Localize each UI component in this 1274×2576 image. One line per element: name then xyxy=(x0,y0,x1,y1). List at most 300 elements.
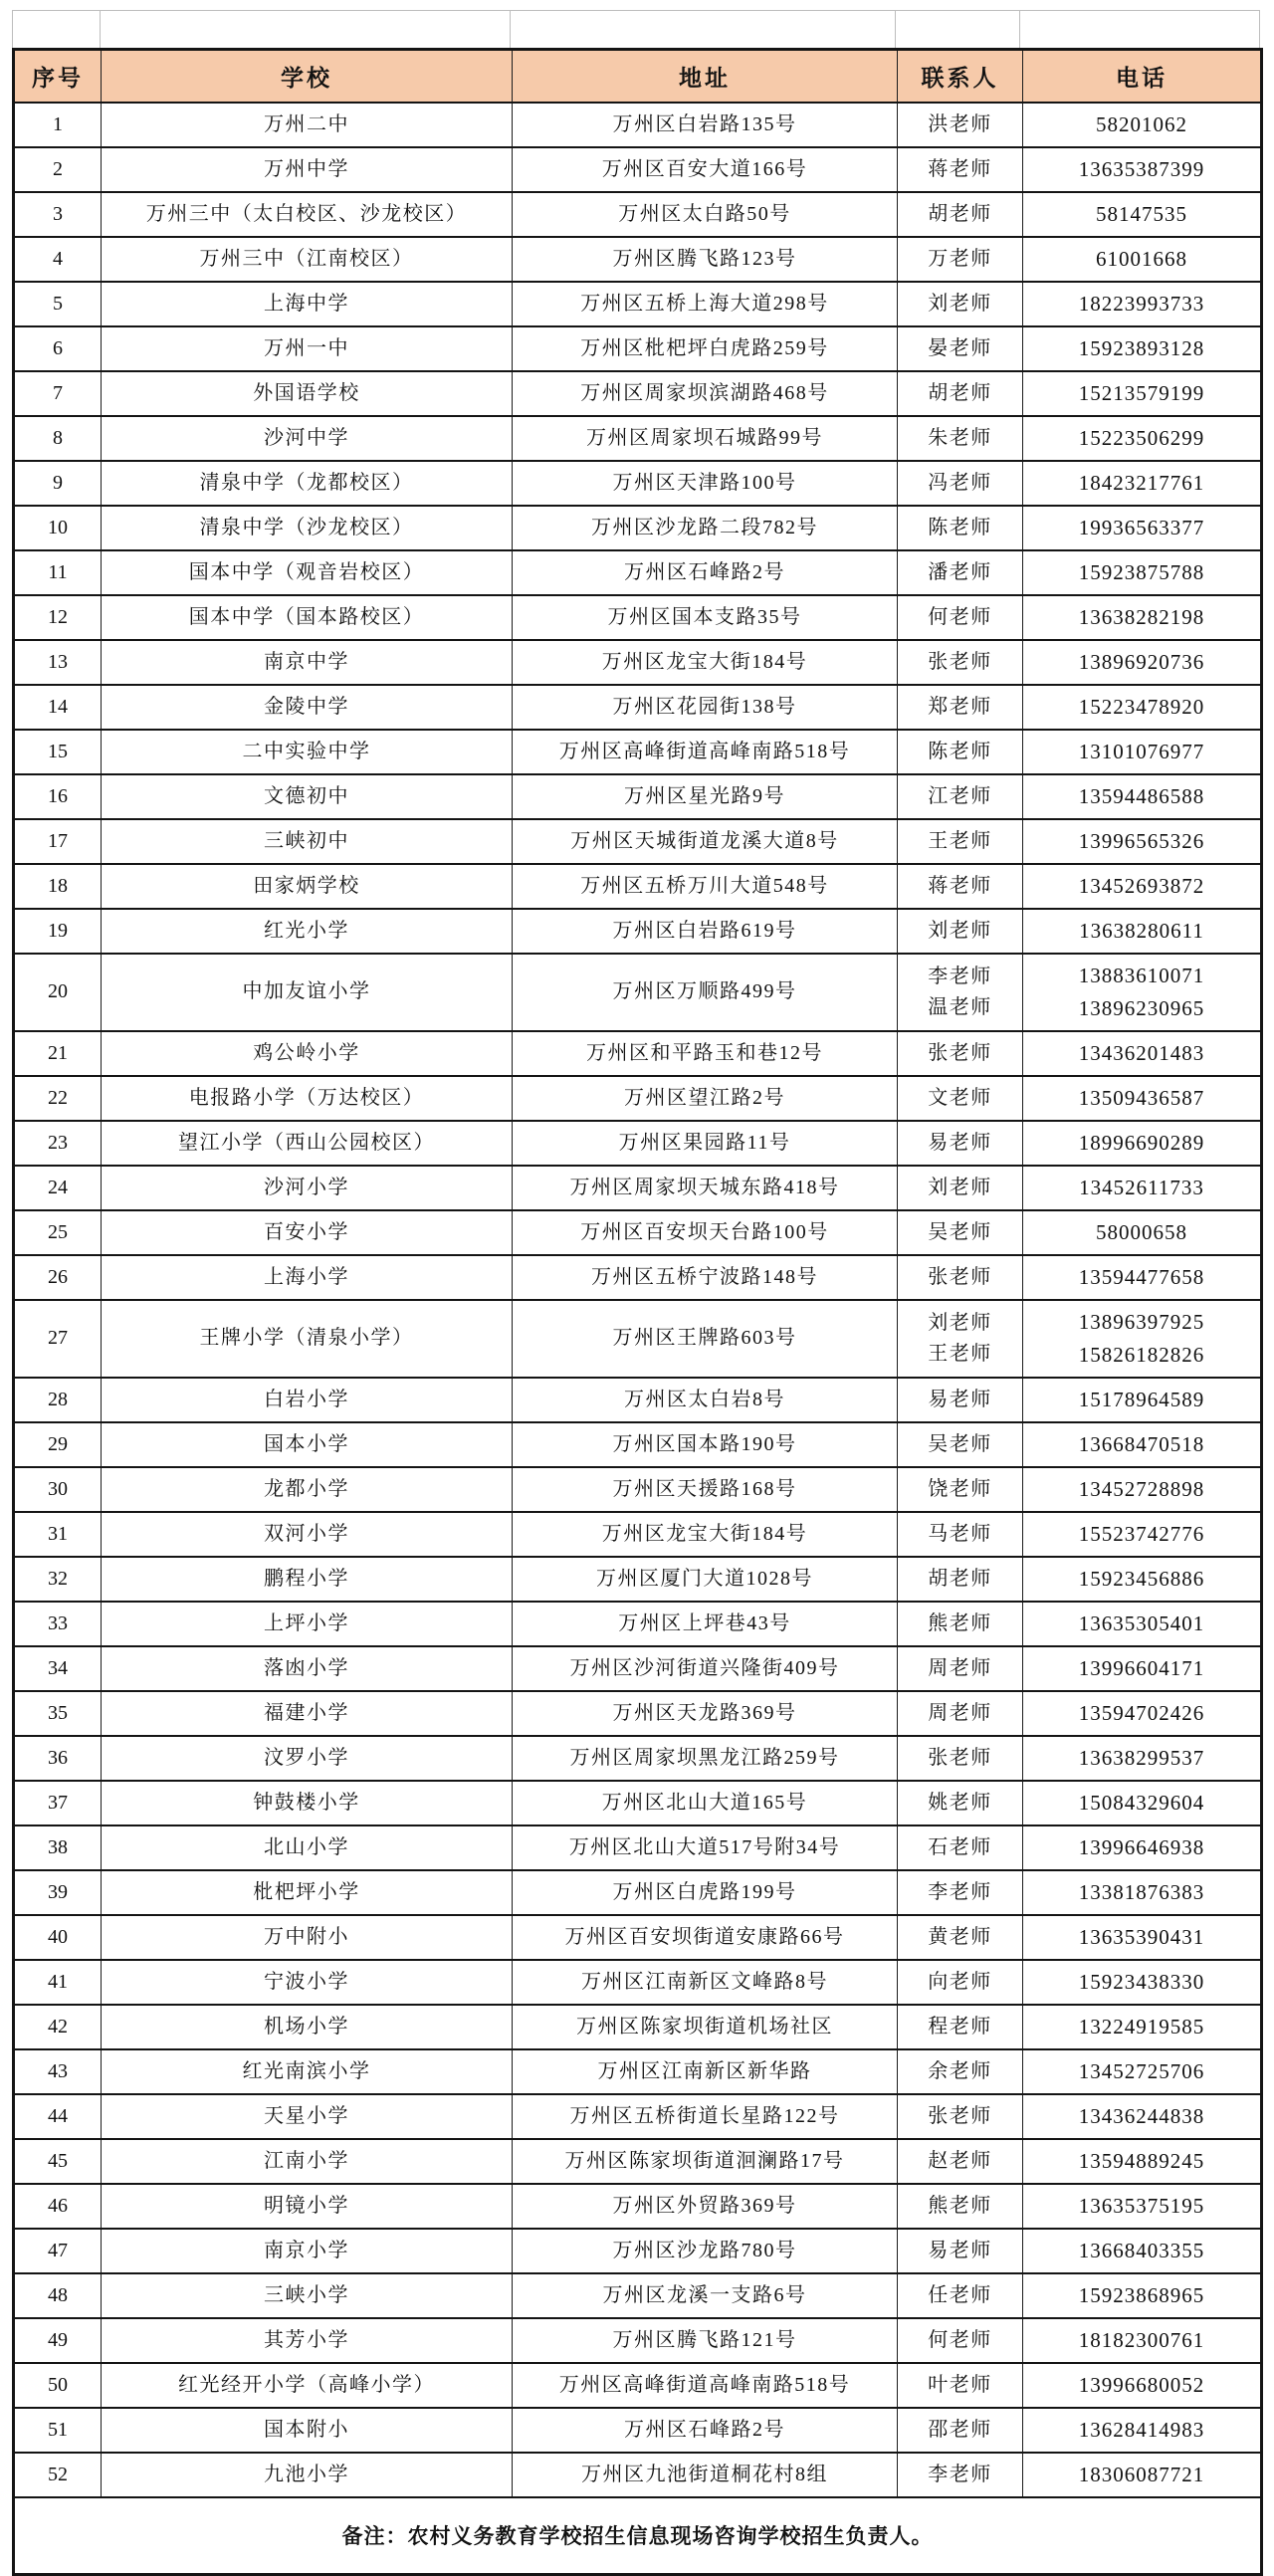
cell-school: 中加友谊小学 xyxy=(102,954,513,1031)
cell-phone: 13638280611 xyxy=(1023,909,1262,954)
cell-phone: 13594702426 xyxy=(1023,1691,1262,1736)
table-row xyxy=(14,1781,1262,1825)
cell-school: 双河小学 xyxy=(102,1512,513,1557)
table-row xyxy=(14,550,1262,595)
cell-contact: 石老师 xyxy=(898,1825,1023,1870)
cell-address: 万州区天援路168号 xyxy=(513,1467,898,1512)
cell-phone: 58147535 xyxy=(1023,192,1262,237)
cell-school: 白岩小学 xyxy=(102,1378,513,1422)
cell-num: 8 xyxy=(14,416,102,461)
cell-contact: 张老师 xyxy=(898,640,1023,685)
table-row xyxy=(14,1557,1262,1602)
cell-school: 王牌小学（清泉小学） xyxy=(102,1300,513,1378)
cell-num: 15 xyxy=(14,730,102,774)
table-row xyxy=(14,1300,1262,1378)
cell-contact: 冯老师 xyxy=(898,461,1023,506)
cell-num: 23 xyxy=(14,1121,102,1166)
cell-address: 万州区腾飞路121号 xyxy=(513,2318,898,2363)
cell-num: 32 xyxy=(14,1557,102,1602)
cell-phone: 15223478920 xyxy=(1023,685,1262,730)
cell-school: 九池小学 xyxy=(102,2453,513,2497)
cell-phone: 13509436587 xyxy=(1023,1076,1262,1121)
table-row xyxy=(14,1031,1262,1076)
cell-num: 37 xyxy=(14,1781,102,1825)
cell-num: 42 xyxy=(14,2005,102,2049)
cell-contact: 潘老师 xyxy=(898,550,1023,595)
cell-contact: 赵老师 xyxy=(898,2139,1023,2184)
cell-address: 万州区望江路2号 xyxy=(513,1076,898,1121)
table-row xyxy=(14,147,1262,192)
cell-num: 9 xyxy=(14,461,102,506)
cell-contact: 刘老师 xyxy=(898,909,1023,954)
cell-phone: 13452693872 xyxy=(1023,864,1262,909)
table-row xyxy=(14,819,1262,864)
cell-num: 48 xyxy=(14,2273,102,2318)
cell-contact: 周老师 xyxy=(898,1691,1023,1736)
cell-school: 沙河小学 xyxy=(102,1166,513,1210)
table-row xyxy=(14,954,1262,1031)
cell-school: 红光南滨小学 xyxy=(102,2049,513,2094)
cell-phone: 13635305401 xyxy=(1023,1602,1262,1646)
table-row xyxy=(14,1076,1262,1121)
table-row xyxy=(14,2184,1262,2229)
cell-school: 国本中学（观音岩校区） xyxy=(102,550,513,595)
footer-row xyxy=(14,2497,1262,2575)
cell-contact: 饶老师 xyxy=(898,1467,1023,1512)
table-row xyxy=(14,1121,1262,1166)
cell-address: 万州区石峰路2号 xyxy=(513,550,898,595)
cell-address: 万州区周家坝黑龙江路259号 xyxy=(513,1736,898,1781)
table-row xyxy=(14,1736,1262,1781)
cell-num: 34 xyxy=(14,1646,102,1691)
cell-school: 三峡初中 xyxy=(102,819,513,864)
cell-address: 万州区国本支路35号 xyxy=(513,595,898,640)
cell-contact: 文老师 xyxy=(898,1076,1023,1121)
table-row xyxy=(14,2273,1262,2318)
cell-num: 52 xyxy=(14,2453,102,2497)
cell-school: 上海小学 xyxy=(102,1255,513,1300)
table-row xyxy=(14,1915,1262,1960)
cell-contact: 万老师 xyxy=(898,237,1023,282)
cell-school: 田家炳学校 xyxy=(102,864,513,909)
cell-num: 49 xyxy=(14,2318,102,2363)
table-row xyxy=(14,730,1262,774)
cell-address: 万州区太白路50号 xyxy=(513,192,898,237)
table-row xyxy=(14,1255,1262,1300)
table-row xyxy=(14,326,1262,371)
cell-school: 红光经开小学（高峰小学） xyxy=(102,2363,513,2408)
cell-phone: 18423217761 xyxy=(1023,461,1262,506)
cell-phone: 58000658 xyxy=(1023,1210,1262,1255)
cell-num: 14 xyxy=(14,685,102,730)
cell-contact: 江老师 xyxy=(898,774,1023,819)
cell-num: 18 xyxy=(14,864,102,909)
cell-phone: 15213579199 xyxy=(1023,371,1262,416)
cell-address: 万州区江南新区新华路 xyxy=(513,2049,898,2094)
cell-address: 万州区百安坝天台路100号 xyxy=(513,1210,898,1255)
cell-contact: 张老师 xyxy=(898,2094,1023,2139)
cell-address: 万州区厦门大道1028号 xyxy=(513,1557,898,1602)
cell-address: 万州区枇杷坪白虎路259号 xyxy=(513,326,898,371)
cell-school: 南京小学 xyxy=(102,2229,513,2273)
table-row xyxy=(14,103,1262,147)
table-row xyxy=(14,774,1262,819)
cell-address: 万州区周家坝天城东路418号 xyxy=(513,1166,898,1210)
cell-phone: 15923456886 xyxy=(1023,1557,1262,1602)
cell-phone: 13668403355 xyxy=(1023,2229,1262,2273)
cell-num: 33 xyxy=(14,1602,102,1646)
cell-address: 万州区百安大道166号 xyxy=(513,147,898,192)
school-contact-table xyxy=(12,48,1263,2576)
table-row xyxy=(14,640,1262,685)
cell-num: 24 xyxy=(14,1166,102,1210)
cell-phone: 15923893128 xyxy=(1023,326,1262,371)
cell-contact: 余老师 xyxy=(898,2049,1023,2094)
table-row xyxy=(14,1467,1262,1512)
cell-phone: 58201062 xyxy=(1023,103,1262,147)
cell-num: 21 xyxy=(14,1031,102,1076)
cell-contact: 吴老师 xyxy=(898,1422,1023,1467)
header-num: 序号 xyxy=(14,50,102,103)
cell-contact: 熊老师 xyxy=(898,1602,1023,1646)
table-body xyxy=(14,103,1262,2497)
cell-num: 28 xyxy=(14,1378,102,1422)
cell-contact: 马老师 xyxy=(898,1512,1023,1557)
cell-phone: 13638299537 xyxy=(1023,1736,1262,1781)
cell-school: 万州中学 xyxy=(102,147,513,192)
cell-contact: 邵老师 xyxy=(898,2408,1023,2453)
cell-num: 39 xyxy=(14,1870,102,1915)
cell-address: 万州区五桥上海大道298号 xyxy=(513,282,898,326)
cell-school: 三峡小学 xyxy=(102,2273,513,2318)
cell-num: 50 xyxy=(14,2363,102,2408)
cell-school: 钟鼓楼小学 xyxy=(102,1781,513,1825)
cell-num: 3 xyxy=(14,192,102,237)
cell-address: 万州区北山大道517号附34号 xyxy=(513,1825,898,1870)
cell-school: 国本中学（国本路校区） xyxy=(102,595,513,640)
table-row xyxy=(14,2453,1262,2497)
cell-address: 万州区沙龙路780号 xyxy=(513,2229,898,2273)
cell-contact: 洪老师 xyxy=(898,103,1023,147)
cell-phone: 13436201483 xyxy=(1023,1031,1262,1076)
cell-school: 文德初中 xyxy=(102,774,513,819)
header-contact: 联系人 xyxy=(898,50,1023,103)
cell-num: 51 xyxy=(14,2408,102,2453)
table-row xyxy=(14,1602,1262,1646)
cell-address: 万州区花园街138号 xyxy=(513,685,898,730)
cell-school: 明镜小学 xyxy=(102,2184,513,2229)
table-row xyxy=(14,371,1262,416)
cell-school: 天星小学 xyxy=(102,2094,513,2139)
cell-contact: 郑老师 xyxy=(898,685,1023,730)
cell-address: 万州区王牌路603号 xyxy=(513,1300,898,1378)
cell-phone: 13594486588 xyxy=(1023,774,1262,819)
cell-address: 万州区星光路9号 xyxy=(513,774,898,819)
cell-num: 7 xyxy=(14,371,102,416)
cell-num: 35 xyxy=(14,1691,102,1736)
table-row xyxy=(14,1210,1262,1255)
cell-school: 鹏程小学 xyxy=(102,1557,513,1602)
cell-contact: 陈老师 xyxy=(898,730,1023,774)
cell-address: 万州区五桥街道长星路122号 xyxy=(513,2094,898,2139)
cell-num: 10 xyxy=(14,506,102,550)
cell-phone: 18223993733 xyxy=(1023,282,1262,326)
cell-address: 万州区九池街道桐花村8组 xyxy=(513,2453,898,2497)
cell-school: 其芳小学 xyxy=(102,2318,513,2363)
table-row xyxy=(14,909,1262,954)
cell-phone: 15923868965 xyxy=(1023,2273,1262,2318)
cell-address: 万州区陈家坝街道机场社区 xyxy=(513,2005,898,2049)
empty-cell xyxy=(511,11,895,48)
table-row xyxy=(14,1166,1262,1210)
cell-num: 11 xyxy=(14,550,102,595)
cell-num: 47 xyxy=(14,2229,102,2273)
cell-address: 万州区和平路玉和巷12号 xyxy=(513,1031,898,1076)
cell-address: 万州区果园路11号 xyxy=(513,1121,898,1166)
cell-address: 万州区国本路190号 xyxy=(513,1422,898,1467)
table-row xyxy=(14,1870,1262,1915)
cell-address: 万州区太白岩8号 xyxy=(513,1378,898,1422)
table-row xyxy=(14,1960,1262,2005)
table-row xyxy=(14,416,1262,461)
cell-school: 上坪小学 xyxy=(102,1602,513,1646)
table-row xyxy=(14,1422,1262,1467)
cell-contact: 刘老师 王老师 xyxy=(898,1300,1023,1378)
cell-num: 26 xyxy=(14,1255,102,1300)
cell-phone: 15523742776 xyxy=(1023,1512,1262,1557)
cell-address: 万州区白岩路619号 xyxy=(513,909,898,954)
cell-contact: 张老师 xyxy=(898,1736,1023,1781)
cell-address: 万州区上坪巷43号 xyxy=(513,1602,898,1646)
cell-contact: 何老师 xyxy=(898,2318,1023,2363)
cell-num: 27 xyxy=(14,1300,102,1378)
cell-school: 电报路小学（万达校区） xyxy=(102,1076,513,1121)
cell-contact: 吴老师 xyxy=(898,1210,1023,1255)
header-row xyxy=(14,50,1262,103)
cell-address: 万州区腾飞路123号 xyxy=(513,237,898,282)
cell-contact: 张老师 xyxy=(898,1255,1023,1300)
cell-phone: 13381876383 xyxy=(1023,1870,1262,1915)
cell-contact: 易老师 xyxy=(898,1378,1023,1422)
cell-address: 万州区天城街道龙溪大道8号 xyxy=(513,819,898,864)
cell-school: 万州三中（太白校区、沙龙校区） xyxy=(102,192,513,237)
cell-school: 汶罗小学 xyxy=(102,1736,513,1781)
cell-num: 46 xyxy=(14,2184,102,2229)
cell-address: 万州区陈家坝街道洄澜路17号 xyxy=(513,2139,898,2184)
cell-contact: 李老师 温老师 xyxy=(898,954,1023,1031)
cell-phone: 13996646938 xyxy=(1023,1825,1262,1870)
cell-address: 万州区周家坝滨湖路468号 xyxy=(513,371,898,416)
cell-address: 万州区江南新区文峰路8号 xyxy=(513,1960,898,2005)
cell-school: 枇杷坪小学 xyxy=(102,1870,513,1915)
cell-num: 22 xyxy=(14,1076,102,1121)
table-row xyxy=(14,2318,1262,2363)
cell-num: 19 xyxy=(14,909,102,954)
table-row xyxy=(14,2049,1262,2094)
cell-address: 万州区周家坝石城路99号 xyxy=(513,416,898,461)
cell-address: 万州区万顺路499号 xyxy=(513,954,898,1031)
cell-contact: 易老师 xyxy=(898,2229,1023,2273)
cell-school: 北山小学 xyxy=(102,1825,513,1870)
cell-school: 落凼小学 xyxy=(102,1646,513,1691)
school-contact-sheet xyxy=(0,10,1274,2576)
cell-contact: 易老师 xyxy=(898,1121,1023,1166)
table-row xyxy=(14,237,1262,282)
empty-cell xyxy=(896,11,1021,48)
cell-school: 清泉中学（沙龙校区） xyxy=(102,506,513,550)
cell-contact: 胡老师 xyxy=(898,192,1023,237)
cell-school: 万州二中 xyxy=(102,103,513,147)
cell-school: 鸡公岭小学 xyxy=(102,1031,513,1076)
cell-phone: 18182300761 xyxy=(1023,2318,1262,2363)
cell-num: 12 xyxy=(14,595,102,640)
table-row xyxy=(14,2229,1262,2273)
cell-num: 43 xyxy=(14,2049,102,2094)
cell-phone: 19936563377 xyxy=(1023,506,1262,550)
cell-num: 20 xyxy=(14,954,102,1031)
cell-contact: 陈老师 xyxy=(898,506,1023,550)
cell-num: 30 xyxy=(14,1467,102,1512)
table-row xyxy=(14,2005,1262,2049)
cell-phone: 13996565326 xyxy=(1023,819,1262,864)
cell-contact: 程老师 xyxy=(898,2005,1023,2049)
cell-school: 红光小学 xyxy=(102,909,513,954)
empty-cell xyxy=(13,11,101,48)
cell-phone: 13452728898 xyxy=(1023,1467,1262,1512)
cell-school: 国本附小 xyxy=(102,2408,513,2453)
footer-note: 备注：农村义务教育学校招生信息现场咨询学校招生负责人。 xyxy=(14,2497,1262,2575)
cell-address: 万州区石峰路2号 xyxy=(513,2408,898,2453)
cell-phone: 13996680052 xyxy=(1023,2363,1262,2408)
cell-school: 万州一中 xyxy=(102,326,513,371)
table-row xyxy=(14,864,1262,909)
partial-empty-row xyxy=(12,10,1260,48)
cell-num: 36 xyxy=(14,1736,102,1781)
table-row xyxy=(14,461,1262,506)
cell-school: 万州三中（江南校区） xyxy=(102,237,513,282)
cell-num: 44 xyxy=(14,2094,102,2139)
table-row xyxy=(14,1646,1262,1691)
table-row xyxy=(14,685,1262,730)
header-phone: 电话 xyxy=(1023,50,1262,103)
cell-contact: 叶老师 xyxy=(898,2363,1023,2408)
table-row xyxy=(14,506,1262,550)
cell-school: 外国语学校 xyxy=(102,371,513,416)
cell-contact: 王老师 xyxy=(898,819,1023,864)
cell-num: 4 xyxy=(14,237,102,282)
cell-address: 万州区天津路100号 xyxy=(513,461,898,506)
cell-phone: 13452611733 xyxy=(1023,1166,1262,1210)
empty-cell xyxy=(1020,11,1259,48)
cell-address: 万州区龙宝大街184号 xyxy=(513,1512,898,1557)
cell-school: 金陵中学 xyxy=(102,685,513,730)
cell-school: 清泉中学（龙都校区） xyxy=(102,461,513,506)
header-address: 地址 xyxy=(513,50,898,103)
cell-contact: 周老师 xyxy=(898,1646,1023,1691)
cell-school: 二中实验中学 xyxy=(102,730,513,774)
cell-num: 5 xyxy=(14,282,102,326)
table-row xyxy=(14,1825,1262,1870)
cell-phone: 15923875788 xyxy=(1023,550,1262,595)
table-row xyxy=(14,1691,1262,1736)
cell-school: 宁波小学 xyxy=(102,1960,513,2005)
cell-address: 万州区五桥万川大道548号 xyxy=(513,864,898,909)
cell-address: 万州区高峰街道高峰南路518号 xyxy=(513,730,898,774)
cell-num: 16 xyxy=(14,774,102,819)
cell-num: 45 xyxy=(14,2139,102,2184)
table-row xyxy=(14,2094,1262,2139)
cell-address: 万州区天龙路369号 xyxy=(513,1691,898,1736)
cell-school: 万中附小 xyxy=(102,1915,513,1960)
table-row xyxy=(14,2139,1262,2184)
cell-phone: 18996690289 xyxy=(1023,1121,1262,1166)
cell-phone: 13452725706 xyxy=(1023,2049,1262,2094)
cell-contact: 蒋老师 xyxy=(898,147,1023,192)
cell-num: 38 xyxy=(14,1825,102,1870)
cell-school: 百安小学 xyxy=(102,1210,513,1255)
cell-phone: 13635387399 xyxy=(1023,147,1262,192)
cell-phone: 13628414983 xyxy=(1023,2408,1262,2453)
cell-phone: 13883610071 13896230965 xyxy=(1023,954,1262,1031)
cell-address: 万州区北山大道165号 xyxy=(513,1781,898,1825)
cell-phone: 13896920736 xyxy=(1023,640,1262,685)
cell-contact: 李老师 xyxy=(898,2453,1023,2497)
cell-num: 2 xyxy=(14,147,102,192)
cell-phone: 15223506299 xyxy=(1023,416,1262,461)
cell-contact: 胡老师 xyxy=(898,371,1023,416)
cell-phone: 13635375195 xyxy=(1023,2184,1262,2229)
cell-contact: 刘老师 xyxy=(898,282,1023,326)
cell-phone: 18306087721 xyxy=(1023,2453,1262,2497)
cell-address: 万州区沙龙路二段782号 xyxy=(513,506,898,550)
cell-contact: 朱老师 xyxy=(898,416,1023,461)
cell-contact: 蒋老师 xyxy=(898,864,1023,909)
cell-phone: 13668470518 xyxy=(1023,1422,1262,1467)
cell-phone: 15178964589 xyxy=(1023,1378,1262,1422)
cell-phone: 13594889245 xyxy=(1023,2139,1262,2184)
cell-phone: 13224919585 xyxy=(1023,2005,1262,2049)
empty-cell xyxy=(101,11,511,48)
cell-contact: 熊老师 xyxy=(898,2184,1023,2229)
header-school: 学校 xyxy=(102,50,513,103)
cell-phone: 13436244838 xyxy=(1023,2094,1262,2139)
cell-school: 国本小学 xyxy=(102,1422,513,1467)
table-row xyxy=(14,2363,1262,2408)
cell-phone: 13996604171 xyxy=(1023,1646,1262,1691)
cell-school: 上海中学 xyxy=(102,282,513,326)
cell-num: 6 xyxy=(14,326,102,371)
cell-phone: 13638282198 xyxy=(1023,595,1262,640)
cell-address: 万州区龙宝大街184号 xyxy=(513,640,898,685)
cell-address: 万州区白虎路199号 xyxy=(513,1870,898,1915)
table-row xyxy=(14,1378,1262,1422)
cell-num: 13 xyxy=(14,640,102,685)
cell-address: 万州区白岩路135号 xyxy=(513,103,898,147)
cell-contact: 刘老师 xyxy=(898,1166,1023,1210)
cell-num: 31 xyxy=(14,1512,102,1557)
cell-num: 41 xyxy=(14,1960,102,2005)
cell-num: 25 xyxy=(14,1210,102,1255)
table-row xyxy=(14,595,1262,640)
cell-school: 龙都小学 xyxy=(102,1467,513,1512)
cell-num: 17 xyxy=(14,819,102,864)
cell-phone: 15923438330 xyxy=(1023,1960,1262,2005)
cell-address: 万州区龙溪一支路6号 xyxy=(513,2273,898,2318)
cell-address: 万州区外贸路369号 xyxy=(513,2184,898,2229)
cell-school: 望江小学（西山公园校区） xyxy=(102,1121,513,1166)
cell-school: 南京中学 xyxy=(102,640,513,685)
cell-address: 万州区百安坝街道安康路66号 xyxy=(513,1915,898,1960)
